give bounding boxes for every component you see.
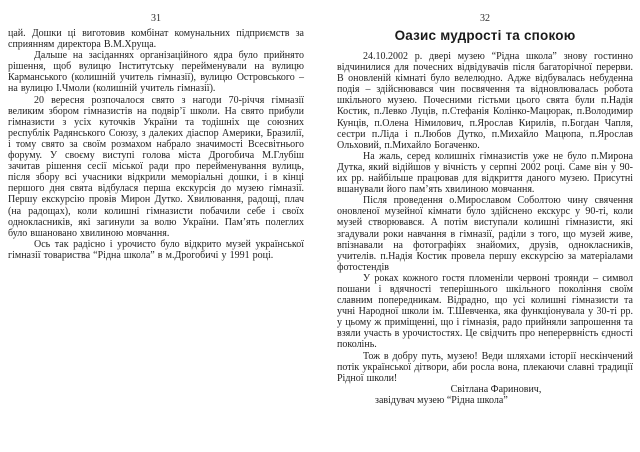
chapter-title: Оазис мудрості та спокою xyxy=(394,28,576,43)
page-31 xyxy=(8,13,304,261)
signature-role: завідувач музею “Рідна школа” xyxy=(375,395,508,407)
paragraph: Тож в добру путь, музею! Веди шляхами історії нескінчений потік української дітвори, аби росла вона, плекаючи славні традиції Рідної школи! xyxy=(337,350,633,384)
page-31-body xyxy=(8,28,304,261)
paragraph: 20 вересня розпочалося свято з нагоди 70-річчя гімназії великим збором гімназистів на подвір’ї школи. На свято прибули гімназисти з усіх куточків України та тодішніх ще союзних республік Радянського Союзу, з далеких діаспор Америки, Бразилії, і тому свято за своїм розмахом набрало значимості Всесвітнього форуму. У своєму виступі голова міста Дрогобича М.Глубіш зачитав рішення сесії міської ради про перейменування вулиць, після збору всі учасники відкрили меморіальні дошки, і в кінці першого дня свята відбулася перша екскурсія до музею гімназії. Першу екскурсію провів Мирон Дутко. Хвилювання, радощі, плач (на радощах), коли колишні гімназисти побачили себе і своїх однокласників, які загинули за волю України. Пам’ять полеглих було вшановано хвилиною мовчання. xyxy=(8,94,304,239)
paragraph: цай. Дошки ці виготовив комбінат комунальних підприємств за сприянням директора В.М.Хруща. xyxy=(8,28,304,51)
paragraph: Дальше на засіданнях організаційного ядра було прийнято рішення, щоб вулицю Інститутську перейменували на вулицю Карманського (колишній учитель гімназії), вулицю Островського – на вулицю І.Чмоли (колишній учитель гімназії). xyxy=(8,50,304,95)
paragraph: 24.10.2002 р. двері музею “Рідна школа” знову гостинно відчинилися для почесних відвідувачів після багаторічної перерви. В оновленій кімнаті було велелюдно. Адже відбувалась небуденна подія – здійснювався чин посвячення та відновлювалась робота шкільного музею. Почесними гістьми цього свята були п.Надія Костик, п.Левко Луців, п.Стефанія Колінко-Мацюрак, п.Володимир Кунців, п.Олена Німилович, п.Ярослав Кирилів, п.Богдан Чапля, сестри п.Ліда і п.Любов Дутко, п.Михайло Мацюпа, п.Ярослав Ольховий, п.Михайло Богаченко. xyxy=(337,51,633,151)
paragraph: Після проведення о.Мирославом Соболтою чину свячення оновленої музейної кімнати було здійснено екскурс у 90-ті, коли музей створювався. А потім виступали колишні гімназисти, які згадували роки навчання в гімназії, раділи з того, що музей живе, впізнавали на фотографіях знайомих, друзів, однокласників, учителів. п.Надія Костик провела першу екскурсію за матеріалами фотостендів xyxy=(337,195,633,273)
signature-name: Світлана Фаринович, xyxy=(450,383,542,395)
paragraph: У роках кожного гостя пломеніли червоні троянди – символ пошани і вдячності теперішнього шкільного покоління своїм славним попередникам. Відрадно, що усі колишні гімназисти та учні Народної школи ім. Т.Шевченка, яка функціонувала у 30-ті рр. у цьому ж приміщенні, що і гімназія, радо прийняли запрошення та взяли участь в урочистостях. Це свідчить про неперервність єдності поколінь. xyxy=(337,272,633,351)
signature-block xyxy=(337,384,633,406)
page-number-left: 31 xyxy=(151,13,161,24)
page-number-right: 32 xyxy=(480,13,490,24)
page-32 xyxy=(337,13,633,406)
page-32-body xyxy=(337,51,633,384)
paragraph: Ось так радісно і урочисто було відкрито музей української гімназії товариства “Рідна школа” в м.Дрогобичі у 1991 році. xyxy=(8,238,304,261)
paragraph: На жаль, серед колишніх гімназистів уже не було п.Мирона Дутка, який відійшов у вічність у серпні 2002 році. Саме він у 90-их рр. найбільше працював для відкриття даного музею. Присутні вшанували його пам’ять хвилиною мовчання. xyxy=(337,150,633,196)
